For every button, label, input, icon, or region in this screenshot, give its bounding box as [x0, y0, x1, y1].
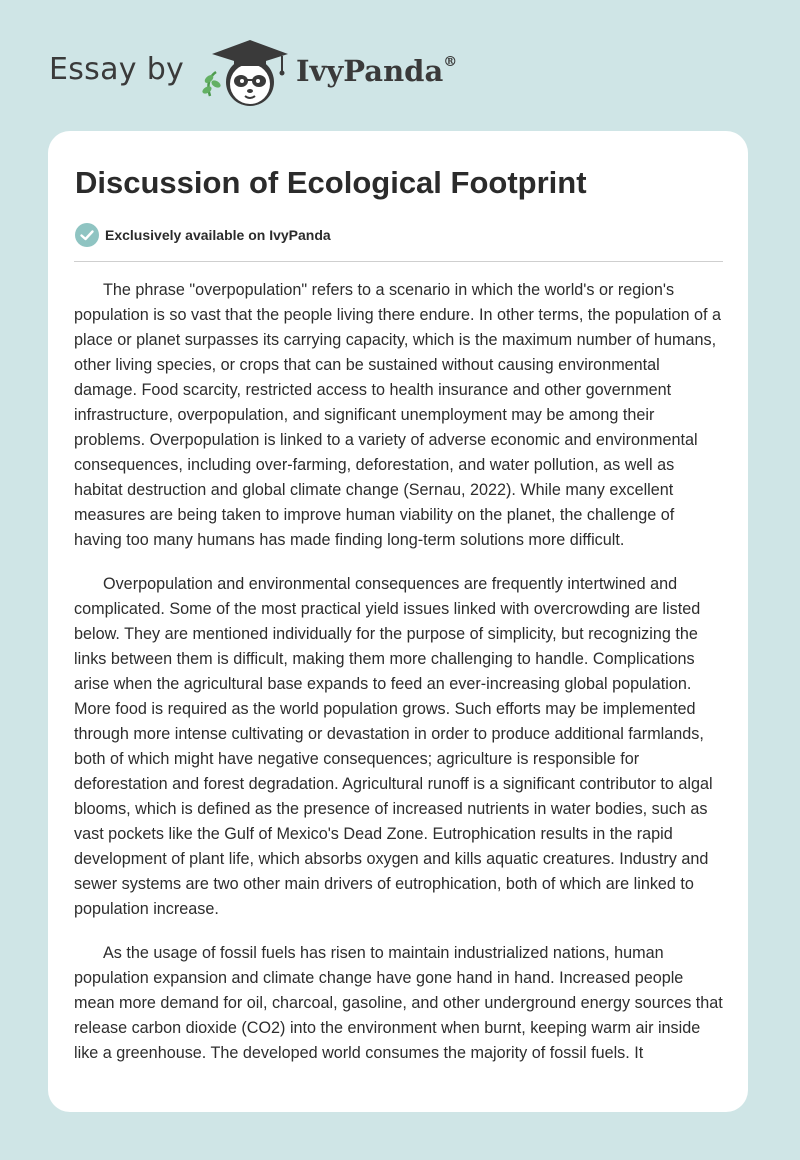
panda-graduate-icon[interactable]	[200, 34, 292, 110]
registered-mark: ®	[443, 54, 458, 71]
check-circle-icon	[74, 222, 100, 248]
divider	[74, 261, 723, 262]
page-title: Discussion of Ecological Footprint	[75, 165, 587, 200]
paragraph: As the usage of fossil fuels has risen to maintain industrialized nations, human population expansion and climate change have gone hand in hand. Increased people mean more demand for oil, charcoal, gasoline, and other underground energy sources that release carbon dioxide (CO2) into the environment when burnt, keeping warm air inside like a greenhouse. The developed world consumes the majority of fossil fuels. It	[74, 944, 723, 1062]
paragraph: Overpopulation and environmental consequences are frequently intertwined and complicated. Some of the most practical yield issues linked with overcrowding are listed below. They are mentioned individually for the purpose of simplicity, but recognizing the links between them is difficult, making them more challenging to handle. Complications arise when the agricultural base expands to feed an ever-increasing global population. More food is required as the world population grows. Such efforts may be implemented through more intense cultivating or devastation in order to produce additional farmlands, both of which might have negative consequences; agriculture is responsible for deforestation and forest degradation. Agricultural runoff is a significant contributor to algal blooms, which is defined as the presence of increased nutrients in water bodies, such as vast pockets like the Gulf of Mexico's Dead Zone. Eutrophication results in the rapid development of plant life, which absorbs oxygen and kills aquatic creatures. Industry and sewer systems are two other main drivers of eutrophication, both of which are linked to population increase.	[74, 575, 713, 918]
brand-name[interactable]: IvyPanda®	[296, 54, 458, 88]
exclusive-badge	[74, 222, 331, 248]
brand-prefix: Essay by	[49, 52, 185, 87]
essay-body	[74, 278, 724, 1085]
badge-label: Exclusively available on IvyPanda	[105, 227, 331, 243]
essay-card	[48, 131, 748, 1112]
paragraph: The phrase "overpopulation" refers to a scenario in which the world's or region's population is so vast that the people living there endure. In other terms, the population of a place or planet surpasses its carrying capacity, which is the maximum number of humans, other living species, or crops that can be sustained without causing environmental damage. Food scarcity, restricted access to health insurance and other government infrastructure, overpopulation, and significant unemployment may be among their problems. Overpopulation is linked to a variety of adverse economic and environmental consequences, including over-farming, deforestation, and water pollution, as well as habitat destruction and global climate change (Sernau, 2022). While many excellent measures are being taken to improve human viability on the planet, the challenge of having too many humans has made finding long-term solutions more difficult.	[74, 281, 722, 549]
site-header	[0, 0, 800, 130]
